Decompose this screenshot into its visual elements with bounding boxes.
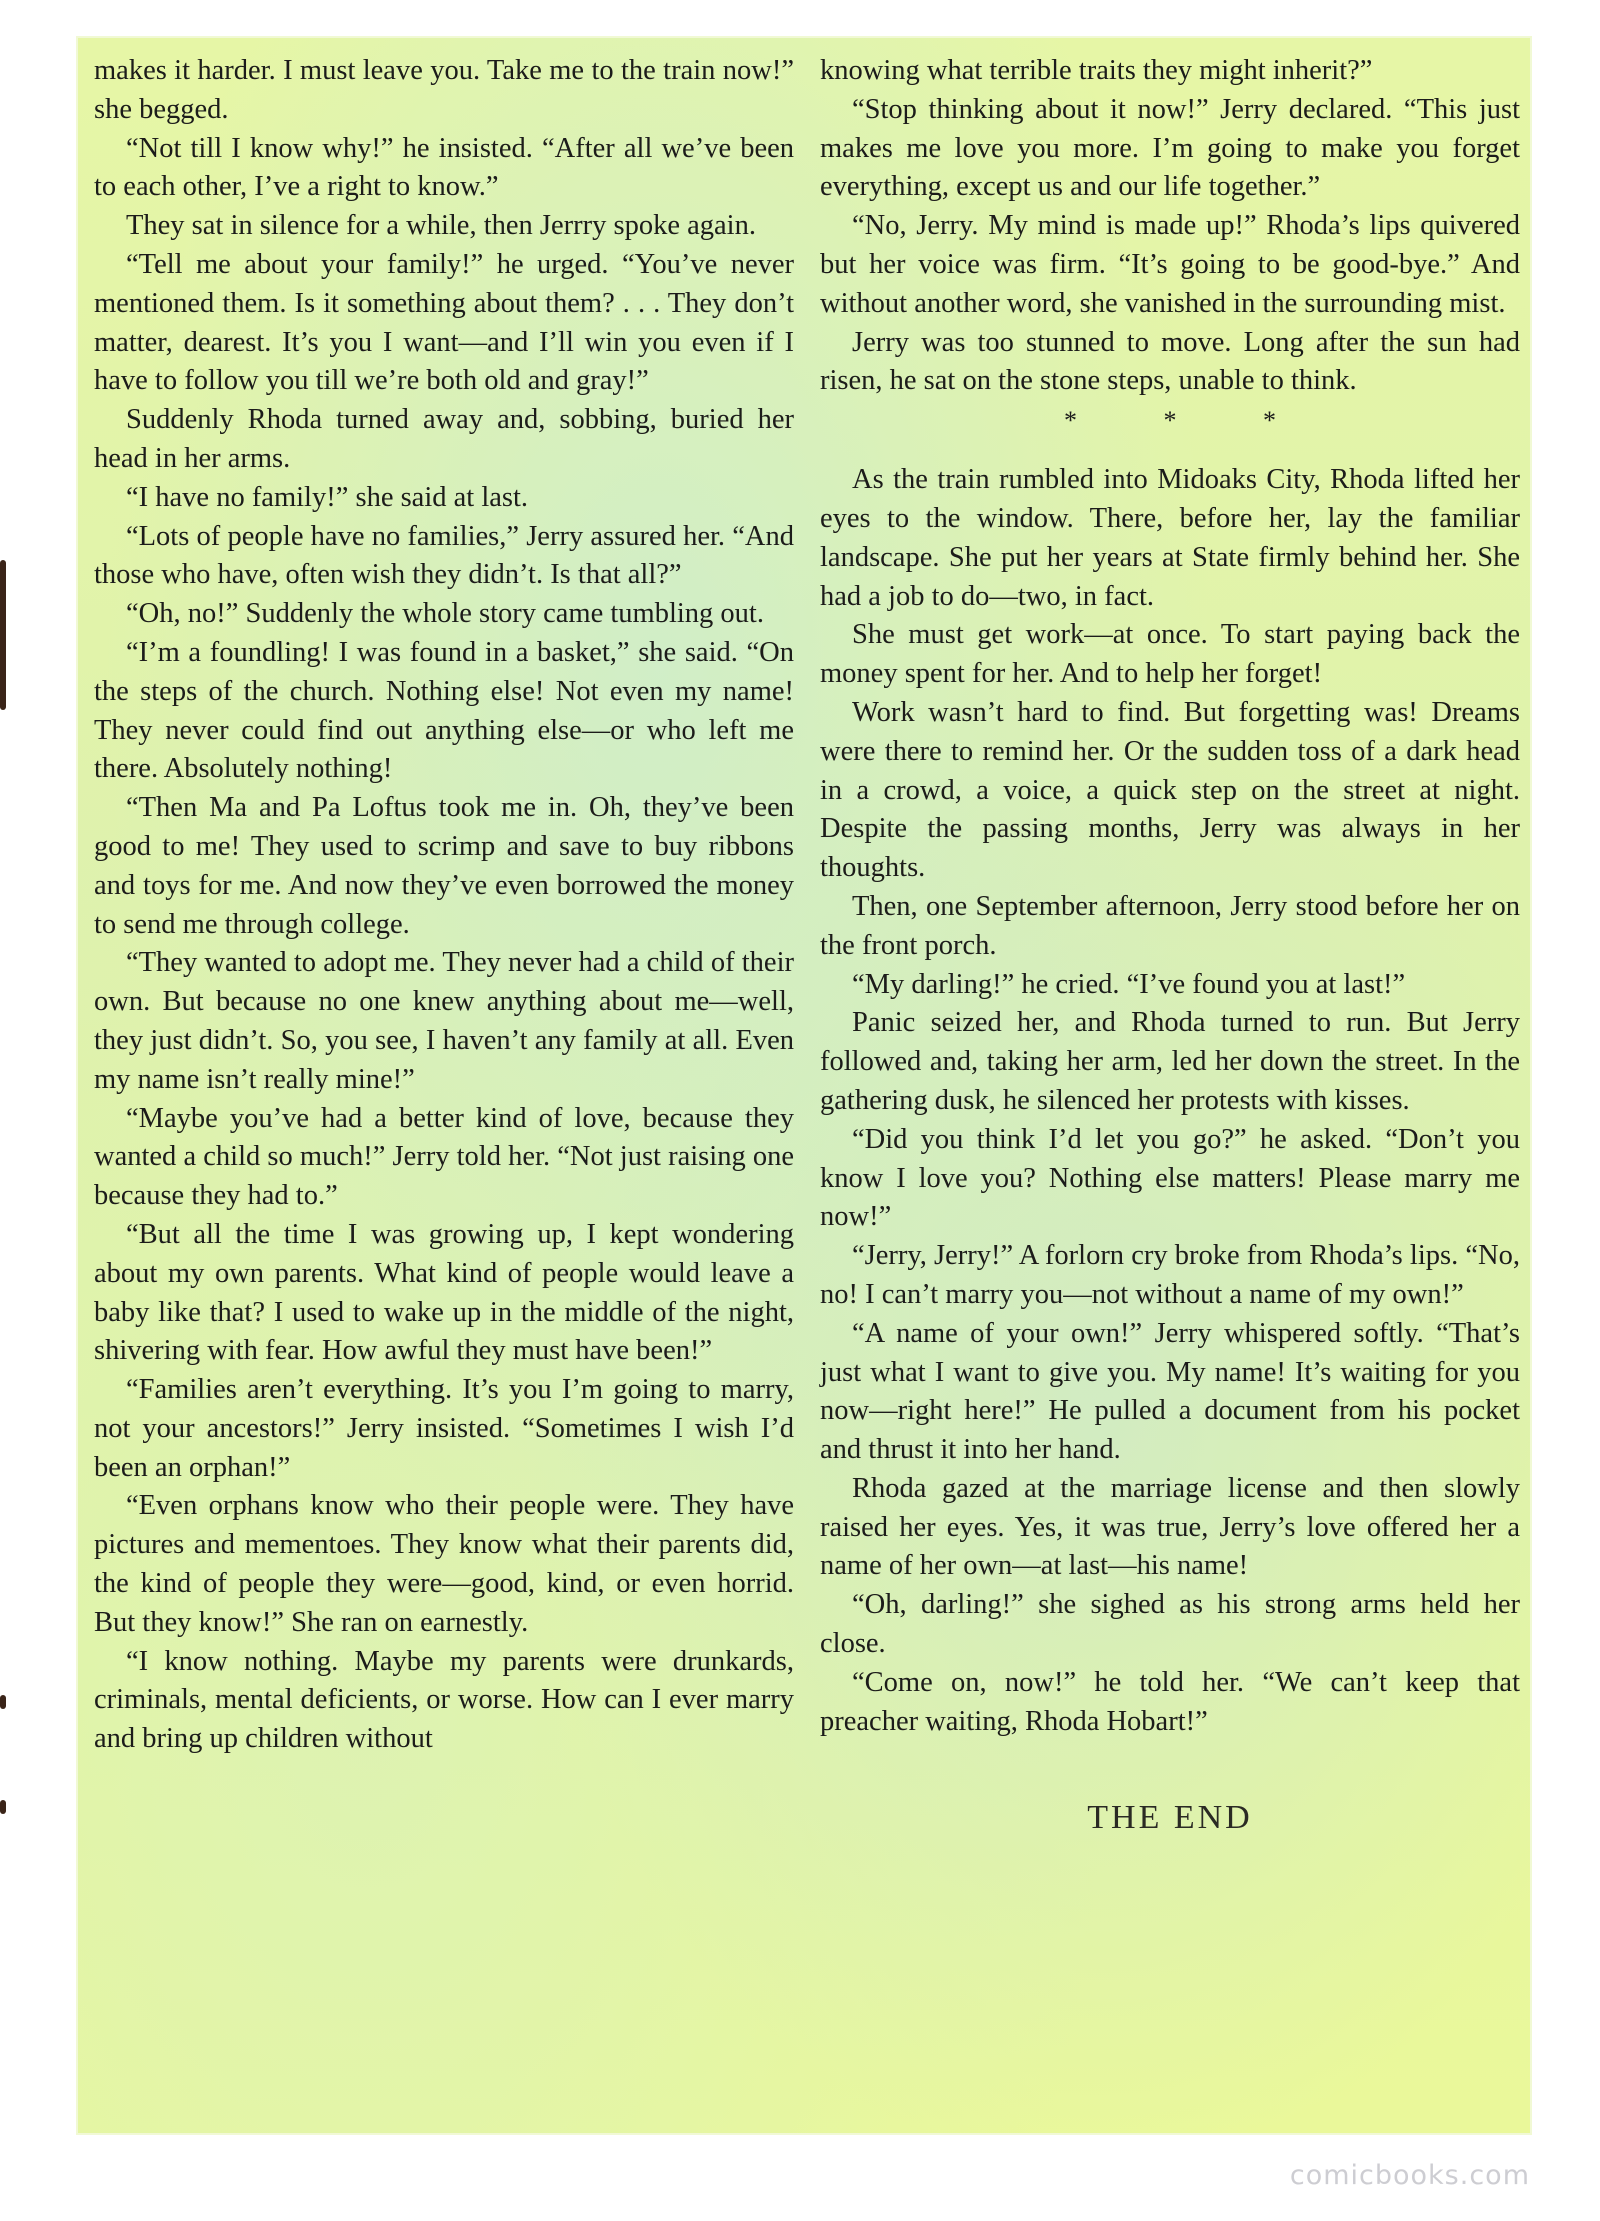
paragraph: “Oh, no!” Suddenly the whole story came tumbling out. [126,598,764,630]
paragraph: “I have no family!” she said at last. [126,481,529,513]
paragraph: Suddenly Rhoda turned away and, sobbing, buried her head in her arms. [94,404,794,474]
paragraph: “Tell me about your family!” he urged. “You’ve never mentioned them. Is it something about them? . . . They don’t matter, dearest. It’s you I want—and I’ll win you even if I have to follow you till we’re both old and gray!” [94,248,794,397]
paragraph: They sat in silence for a while, then Jerrry spoke again. [126,210,756,242]
paragraph: “But all the time I was growing up, I kept wondering about my own parents. What kind of people would leave a baby like that? I used to wake up in the middle of the night, shivering with fear. How awful they must have been!” [94,1218,794,1367]
paragraph: “Stop thinking about it now!” Jerry declared. “This just makes me love you more. I’m going to make you forget everything, except us and our life together.” [820,93,1520,203]
the-end-label: THE END [1087,1799,1253,1837]
paragraph: Rhoda gazed at the marriage license and then slowly raised her eyes. Yes, it was true, Jerry’s love offered her a name of her own—at last—his name! [820,1472,1520,1582]
paragraph: Jerry was too stunned to move. Long after the sun had risen, he sat on the stone steps, unable to think. [820,326,1520,397]
watermark: comicbooks.com [1289,2160,1530,2191]
paragraph: Panic seized her, and Rhoda turned to run. But Jerry followed and, taking her arm, led her down the street. In the gathering dusk, he silenced her protests with kisses. [820,1007,1520,1116]
right-column [820,52,1520,1838]
paragraph: “Did you think I’d let you go?” he asked. “Don’t you know I love you? Nothing else matters! Please marry me now!” [820,1123,1520,1233]
paragraph: knowing what terrible traits they might inherit?” [820,55,1373,86]
paragraph: “I know nothing. Maybe my parents were drunkards, criminals, mental deficients, or worse. How can I ever marry and bring up children without [94,1645,794,1755]
section-break: * * * [1064,406,1316,436]
paragraph: “Not till I know why!” he insisted. “After all we’ve been to each other, I’ve a right to know.” [94,132,794,203]
paragraph: “Oh, darling!” she sighed as his strong arms held her close. [820,1589,1520,1660]
story-text-panel [78,38,1530,2133]
paragraph: “Come on, now!” he told her. “We can’t keep that preacher waiting, Rhoda Hobart!” [820,1666,1520,1737]
paragraph: “They wanted to adopt me. They never had a child of their own. But because no one knew anything about me—well, they just didn’t. So, you see, I haven’t any family at all. Even my name isn’t really mine!” [94,947,794,1095]
binding-mark [0,1695,6,1709]
paragraph: “Maybe you’ve had a better kind of love, because they wanted a child so much!” Jerry told her. “Not just raising one because they had to.” [94,1102,794,1212]
paragraph: “No, Jerry. My mind is made up!” Rhoda’s lips quivered but her voice was firm. “It’s going to be good-bye.” And without another word, she vanished in the surrounding mist. [820,210,1520,319]
paragraph: “Families aren’t everything. It’s you I’m going to marry, not your ancestors!” Jerry insisted. “Sometimes I wish I’d been an orphan!” [94,1374,794,1483]
binding-mark [0,1800,6,1814]
paragraph: “Then Ma and Pa Loftus took me in. Oh, they’ve been good to me! They used to scrimp and save to buy ribbons and toys for me. And now they’ve even borrowed the money to send me through college. [94,792,794,940]
left-column [94,52,794,1759]
paragraph: Work wasn’t hard to find. But forgetting was! Dreams were there to remind her. Or the sudden toss of a dark head in a crowd, a voice, a quick step on the street at night. Despite the passing months, Jerry was always in her thoughts. [820,696,1520,884]
paragraph: She must get work—at once. To start paying back the money spent for her. And to help her forget! [820,619,1520,690]
paragraph: “Jerry, Jerry!” A forlorn cry broke from Rhoda’s lips. “No, no! I can’t marry you—not without a name of my own!” [820,1240,1520,1310]
paragraph: “Lots of people have no families,” Jerry assured her. “And those who have, often wish they didn’t. Is that all?” [94,520,794,591]
paragraph: “Even orphans know who their people were. They have pictures and mementoes. They know what their parents did, the kind of people they were—good, kind, or even horrid. But they know!” She ran on earnestly. [94,1490,794,1638]
paragraph: Then, one September afternoon, Jerry stood before her on the front porch. [820,890,1520,961]
paragraph: “My darling!” he cried. “I’ve found you at last!” [852,968,1406,1000]
paragraph: As the train rumbled into Midoaks City, Rhoda lifted her eyes to the window. There, before her, lay the familiar landscape. She put her years at State firmly behind her. She had a job to do—two, in fact. [820,464,1520,612]
paragraph: “I’m a foundling! I was found in a basket,” she said. “On the steps of the church. Nothing else! Not even my name! They never could find out anything else—or who left me there. Absolutely nothing! [94,636,794,785]
paragraph: “A name of your own!” Jerry whispered softly. “That’s just what I want to give you. My name! It’s waiting for you now—right here!” He pulled a document from his pocket and thrust it into her hand. [820,1317,1520,1466]
paragraph: makes it harder. I must leave you. Take me to the train now!” she begged. [94,55,794,125]
binding-mark [0,560,6,710]
